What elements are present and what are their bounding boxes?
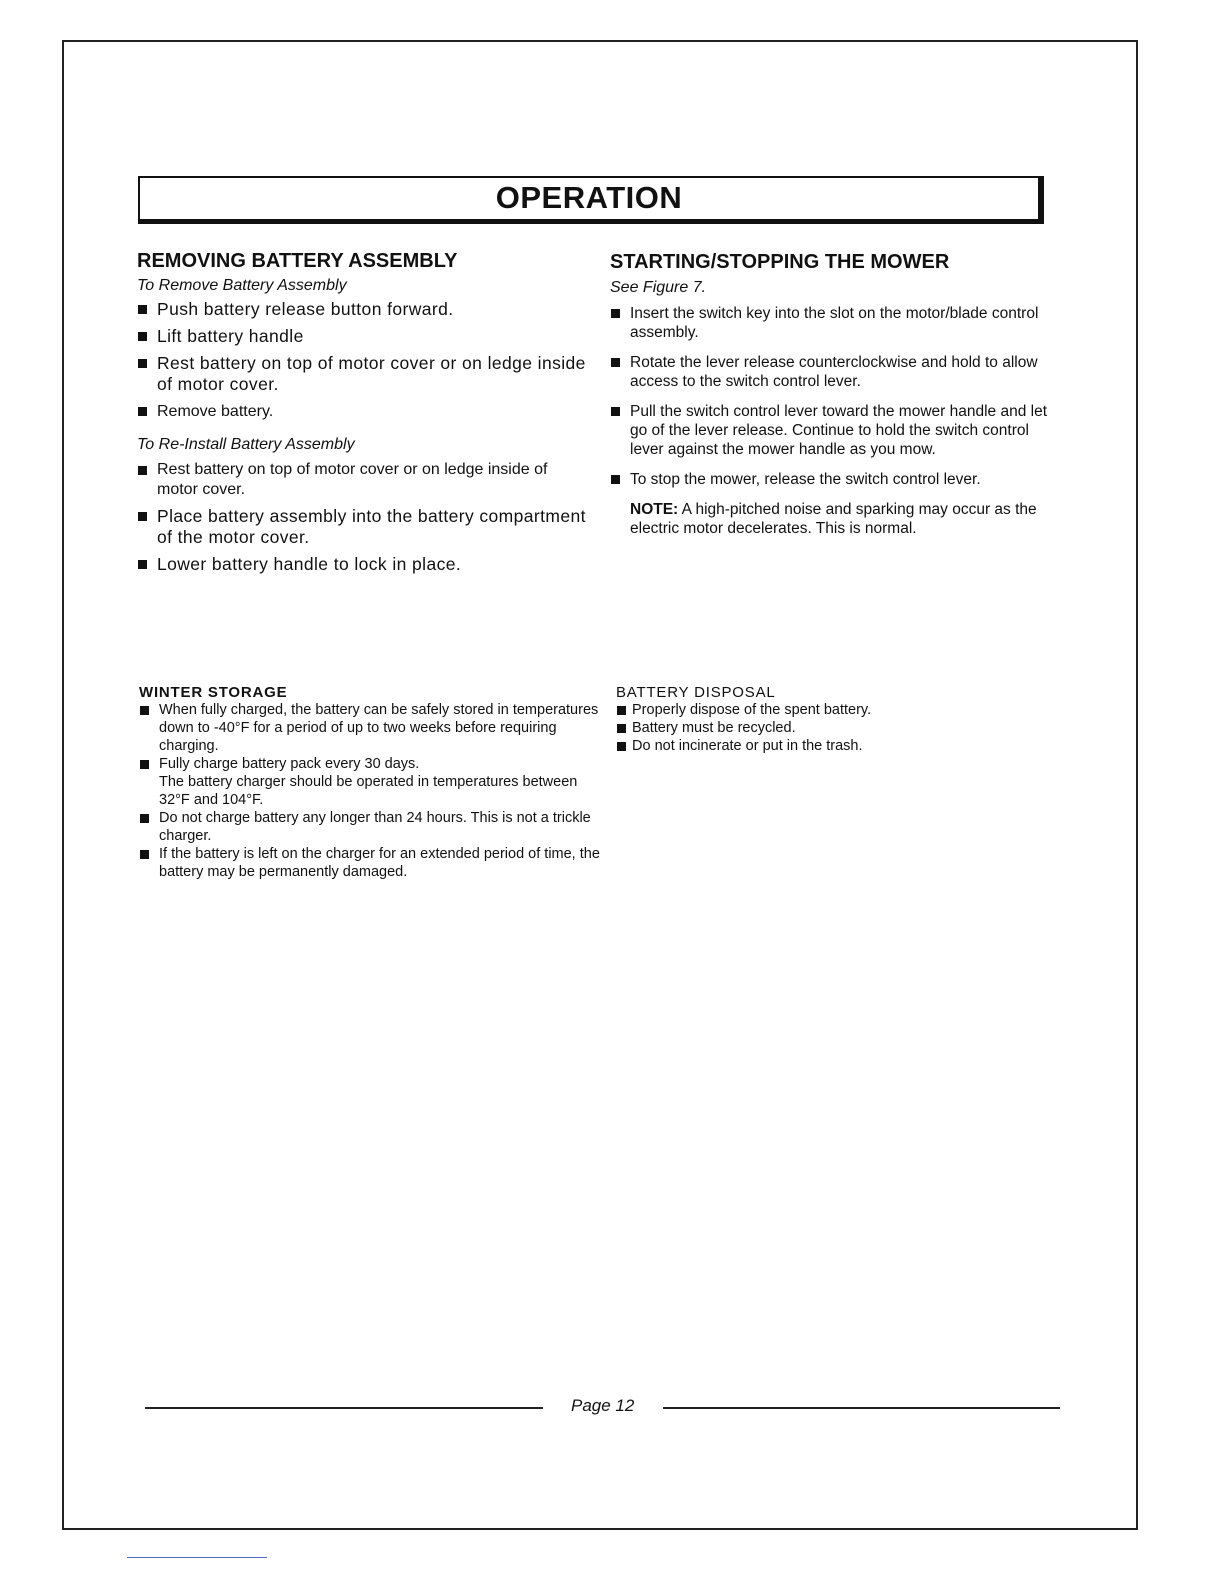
page-title: OPERATION: [495, 180, 683, 215]
remove-subheading: To Remove Battery Assembly: [137, 277, 347, 294]
footer-rule-left: [145, 1407, 543, 1409]
list-item: Pull the switch control lever toward the mower handle and let go of the lever release. Continue to hold the switch control lever against the mower handle as you mow.: [610, 402, 1055, 459]
note-text: A high-pitched noise and sparking may occur as the electric motor decelerates. This is normal.: [630, 501, 1037, 537]
note: [610, 500, 1055, 538]
list-item: Rotate the lever release counterclockwise and hold to allow access to the switch control lever.: [610, 353, 1055, 391]
footer-rule-right: [663, 1407, 1060, 1409]
list-item: Rest battery on top of motor cover or on ledge inside of motor cover.: [137, 460, 587, 500]
page-number: Page 12: [571, 1396, 635, 1415]
starting-subheading: See Figure 7.: [610, 279, 707, 296]
charger-note: The battery charger should be operated in temperatures between 32°F and 104°F.: [159, 774, 578, 808]
removing-battery-section: [137, 250, 587, 581]
disposal-heading: BATTERY DISPOSAL: [616, 684, 776, 701]
list-item: Lower battery handle to lock in place.: [137, 554, 587, 575]
reinstall-steps: [137, 460, 587, 575]
reinstall-subheading: To Re-Install Battery Assembly: [137, 436, 355, 453]
list-item: Rest battery on top of motor cover or on ledge inside of motor cover.: [137, 353, 587, 395]
winter-items-more: [139, 809, 604, 881]
list-item: Properly dispose of the spent battery.: [616, 701, 1036, 719]
list-item: Remove battery.: [137, 401, 587, 422]
battery-disposal-section: [616, 684, 1036, 755]
list-item: Place battery assembly into the battery compartment of the motor cover.: [137, 506, 587, 548]
list-item: To stop the mower, release the switch control lever.: [610, 470, 1055, 489]
winter-storage-section: [139, 684, 604, 881]
list-item: Do not incinerate or put in the trash.: [616, 737, 1036, 755]
winter-heading: WINTER STORAGE: [139, 684, 288, 701]
starting-heading: STARTING/STOPPING THE MOWER: [610, 251, 950, 273]
list-item: Battery must be recycled.: [616, 719, 1036, 737]
removing-heading: REMOVING BATTERY ASSEMBLY: [137, 250, 458, 272]
winter-items: [139, 701, 604, 773]
page-footer: [145, 1394, 1060, 1424]
list-item: Fully charge battery pack every 30 days.: [139, 755, 604, 773]
starting-stopping-section: [610, 251, 1055, 538]
starting-steps: [610, 304, 1055, 489]
list-item: Do not charge battery any longer than 24 hours. This is not a trickle charger.: [139, 809, 604, 845]
list-item: When fully charged, the battery can be safely stored in temperatures down to -40°F for a period of up to two weeks before requiring charging.: [139, 701, 604, 755]
list-item: If the battery is left on the charger for an extended period of time, the battery may be permanently damaged.: [139, 845, 604, 881]
section-title-box: [138, 176, 1044, 224]
list-item: Push battery release button forward.: [137, 299, 587, 320]
remove-steps: [137, 299, 587, 422]
scan-artifact-line: [127, 1557, 267, 1558]
list-item: Insert the switch key into the slot on the motor/blade control assembly.: [610, 304, 1055, 342]
list-item: Lift battery handle: [137, 326, 587, 347]
note-label: NOTE:: [630, 501, 679, 518]
disposal-items: [616, 701, 1036, 755]
